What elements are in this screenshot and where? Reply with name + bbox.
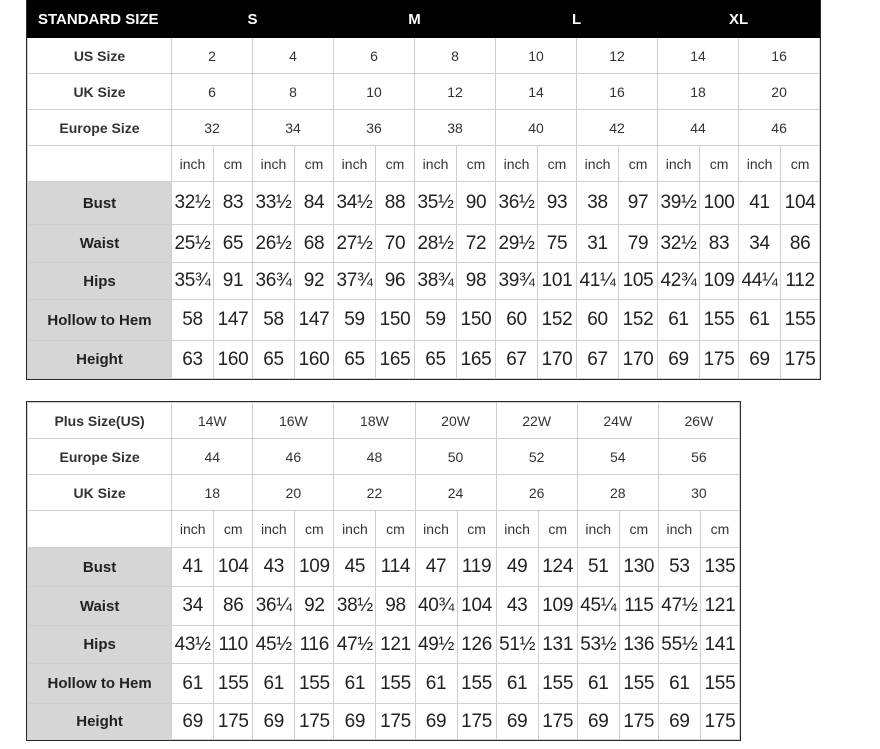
measurement-value: 61 bbox=[577, 664, 619, 704]
measurement-value: 150 bbox=[457, 300, 496, 341]
measurement-value: 34 bbox=[739, 225, 781, 263]
measurement-value: 33½ bbox=[253, 182, 295, 225]
measurement-value: 112 bbox=[781, 263, 820, 300]
measurement-row bbox=[28, 225, 820, 263]
measurement-value: 155 bbox=[214, 664, 253, 704]
measurement-value: 105 bbox=[619, 263, 658, 300]
table-title: STANDARD SIZE bbox=[28, 1, 172, 38]
size-value: 54 bbox=[577, 439, 658, 475]
unit-cm: cm bbox=[700, 146, 739, 182]
size-value: 8 bbox=[415, 38, 496, 74]
row-label: Europe Size bbox=[28, 439, 172, 475]
measurement-value: 147 bbox=[214, 300, 253, 341]
measurement-value: 109 bbox=[538, 587, 577, 626]
measurement-value: 72 bbox=[457, 225, 496, 263]
measurement-value: 65 bbox=[253, 341, 295, 379]
measurement-row bbox=[28, 300, 820, 341]
measurement-row bbox=[28, 263, 820, 300]
measurement-value: 41 bbox=[172, 548, 214, 587]
measurement-value: 101 bbox=[538, 263, 577, 300]
measurement-label: Waist bbox=[28, 225, 172, 263]
measurement-value: 175 bbox=[781, 341, 820, 379]
unit-inch: inch bbox=[496, 511, 538, 548]
measurement-value: 36¾ bbox=[253, 263, 295, 300]
measurement-row bbox=[28, 626, 740, 664]
measurement-label: Hips bbox=[28, 263, 172, 300]
size-row bbox=[28, 475, 740, 511]
measurement-value: 58 bbox=[172, 300, 214, 341]
size-row bbox=[28, 38, 820, 74]
size-row bbox=[28, 110, 820, 146]
measurement-value: 100 bbox=[700, 182, 739, 225]
unit-cm: cm bbox=[457, 146, 496, 182]
measurement-value: 126 bbox=[457, 626, 496, 664]
size-value: 10 bbox=[334, 74, 415, 110]
row-label: Europe Size bbox=[28, 110, 172, 146]
measurement-label: Hollow to Hem bbox=[28, 300, 172, 341]
size-row bbox=[28, 403, 740, 439]
measurement-value: 175 bbox=[295, 704, 334, 740]
size-value: 14W bbox=[172, 403, 253, 439]
measurement-value: 69 bbox=[658, 704, 700, 740]
standard-size-table bbox=[27, 0, 820, 379]
measurement-value: 98 bbox=[376, 587, 415, 626]
unit-row-blank bbox=[28, 511, 172, 548]
size-value: 48 bbox=[334, 439, 415, 475]
size-value: 50 bbox=[415, 439, 496, 475]
measurement-value: 65 bbox=[415, 341, 457, 379]
measurement-value: 51½ bbox=[496, 626, 538, 664]
measurement-value: 55½ bbox=[658, 626, 700, 664]
unit-cm: cm bbox=[376, 511, 415, 548]
size-value: 56 bbox=[658, 439, 739, 475]
measurement-value: 60 bbox=[577, 300, 619, 341]
row-label: UK Size bbox=[28, 74, 172, 110]
measurement-value: 79 bbox=[619, 225, 658, 263]
table-header-row bbox=[28, 1, 820, 38]
measurement-value: 59 bbox=[334, 300, 376, 341]
measurement-value: 84 bbox=[295, 182, 334, 225]
measurement-value: 150 bbox=[376, 300, 415, 341]
measurement-value: 165 bbox=[376, 341, 415, 379]
measurement-value: 86 bbox=[781, 225, 820, 263]
unit-inch: inch bbox=[334, 146, 376, 182]
measurement-value: 61 bbox=[496, 664, 538, 704]
measurement-value: 68 bbox=[295, 225, 334, 263]
measurement-value: 53½ bbox=[577, 626, 619, 664]
unit-row bbox=[28, 146, 820, 182]
measurement-value: 69 bbox=[415, 704, 457, 740]
unit-row bbox=[28, 511, 740, 548]
measurement-value: 69 bbox=[577, 704, 619, 740]
size-value: 16 bbox=[577, 74, 658, 110]
size-group-m: M bbox=[334, 1, 496, 38]
unit-inch: inch bbox=[415, 511, 457, 548]
measurement-value: 175 bbox=[700, 704, 739, 740]
measurement-value: 60 bbox=[496, 300, 538, 341]
size-value: 34 bbox=[253, 110, 334, 146]
measurement-value: 36½ bbox=[496, 182, 538, 225]
measurement-value: 155 bbox=[700, 300, 739, 341]
measurement-value: 28½ bbox=[415, 225, 457, 263]
measurement-value: 109 bbox=[295, 548, 334, 587]
unit-cm: cm bbox=[538, 511, 577, 548]
unit-inch: inch bbox=[658, 146, 700, 182]
measurement-value: 51 bbox=[577, 548, 619, 587]
measurement-value: 119 bbox=[457, 548, 496, 587]
size-value: 14 bbox=[658, 38, 739, 74]
measurement-value: 110 bbox=[214, 626, 253, 664]
unit-inch: inch bbox=[577, 511, 619, 548]
measurement-value: 61 bbox=[415, 664, 457, 704]
row-label: UK Size bbox=[28, 475, 172, 511]
measurement-value: 45½ bbox=[253, 626, 295, 664]
measurement-value: 67 bbox=[577, 341, 619, 379]
unit-inch: inch bbox=[496, 146, 538, 182]
measurement-value: 155 bbox=[538, 664, 577, 704]
measurement-value: 70 bbox=[376, 225, 415, 263]
measurement-value: 25½ bbox=[172, 225, 214, 263]
measurement-value: 160 bbox=[214, 341, 253, 379]
unit-cm: cm bbox=[457, 511, 496, 548]
measurement-value: 155 bbox=[781, 300, 820, 341]
size-row bbox=[28, 439, 740, 475]
measurement-value: 160 bbox=[295, 341, 334, 379]
measurement-value: 121 bbox=[376, 626, 415, 664]
size-value: 4 bbox=[253, 38, 334, 74]
unit-cm: cm bbox=[781, 146, 820, 182]
measurement-value: 65 bbox=[334, 341, 376, 379]
size-value: 22 bbox=[334, 475, 415, 511]
measurement-value: 104 bbox=[457, 587, 496, 626]
measurement-value: 121 bbox=[700, 587, 739, 626]
measurement-value: 115 bbox=[619, 587, 658, 626]
measurement-value: 38 bbox=[577, 182, 619, 225]
measurement-value: 58 bbox=[253, 300, 295, 341]
size-value: 40 bbox=[496, 110, 577, 146]
measurement-value: 40¾ bbox=[415, 587, 457, 626]
size-value: 18W bbox=[334, 403, 415, 439]
measurement-value: 135 bbox=[700, 548, 739, 587]
measurement-value: 175 bbox=[376, 704, 415, 740]
measurement-value: 32½ bbox=[658, 225, 700, 263]
measurement-row bbox=[28, 341, 820, 379]
measurement-value: 29½ bbox=[496, 225, 538, 263]
measurement-value: 155 bbox=[295, 664, 334, 704]
measurement-label: Bust bbox=[28, 548, 172, 587]
size-value: 2 bbox=[172, 38, 253, 74]
size-value: 52 bbox=[496, 439, 577, 475]
measurement-value: 31 bbox=[577, 225, 619, 263]
measurement-label: Waist bbox=[28, 587, 172, 626]
unit-cm: cm bbox=[295, 146, 334, 182]
measurement-value: 131 bbox=[538, 626, 577, 664]
measurement-value: 130 bbox=[619, 548, 658, 587]
size-value: 26 bbox=[496, 475, 577, 511]
measurement-value: 155 bbox=[619, 664, 658, 704]
measurement-label: Height bbox=[28, 341, 172, 379]
measurement-value: 91 bbox=[214, 263, 253, 300]
measurement-value: 152 bbox=[538, 300, 577, 341]
measurement-value: 42¾ bbox=[658, 263, 700, 300]
measurement-value: 39½ bbox=[658, 182, 700, 225]
measurement-value: 35½ bbox=[415, 182, 457, 225]
measurement-value: 47½ bbox=[334, 626, 376, 664]
measurement-value: 124 bbox=[538, 548, 577, 587]
measurement-value: 34 bbox=[172, 587, 214, 626]
measurement-value: 170 bbox=[538, 341, 577, 379]
measurement-value: 88 bbox=[376, 182, 415, 225]
measurement-value: 38½ bbox=[334, 587, 376, 626]
unit-inch: inch bbox=[739, 146, 781, 182]
measurement-value: 155 bbox=[457, 664, 496, 704]
size-value: 24 bbox=[415, 475, 496, 511]
measurement-value: 47 bbox=[415, 548, 457, 587]
measurement-value: 41 bbox=[739, 182, 781, 225]
unit-cm: cm bbox=[619, 146, 658, 182]
size-value: 8 bbox=[253, 74, 334, 110]
size-value: 30 bbox=[658, 475, 739, 511]
unit-cm: cm bbox=[538, 146, 577, 182]
measurement-value: 43 bbox=[253, 548, 295, 587]
unit-inch: inch bbox=[577, 146, 619, 182]
measurement-value: 35¾ bbox=[172, 263, 214, 300]
unit-inch: inch bbox=[172, 511, 214, 548]
size-value: 16 bbox=[739, 38, 820, 74]
measurement-value: 83 bbox=[700, 225, 739, 263]
measurement-value: 69 bbox=[172, 704, 214, 740]
size-value: 26W bbox=[658, 403, 739, 439]
measurement-value: 170 bbox=[619, 341, 658, 379]
unit-inch: inch bbox=[253, 511, 295, 548]
measurement-value: 41¼ bbox=[577, 263, 619, 300]
size-value: 6 bbox=[334, 38, 415, 74]
measurement-value: 155 bbox=[376, 664, 415, 704]
measurement-value: 69 bbox=[496, 704, 538, 740]
measurement-value: 65 bbox=[214, 225, 253, 263]
size-value: 18 bbox=[658, 74, 739, 110]
unit-inch: inch bbox=[658, 511, 700, 548]
size-value: 20W bbox=[415, 403, 496, 439]
measurement-value: 175 bbox=[619, 704, 658, 740]
size-group-l: L bbox=[496, 1, 658, 38]
unit-cm: cm bbox=[376, 146, 415, 182]
size-value: 20 bbox=[253, 475, 334, 511]
measurement-value: 44¼ bbox=[739, 263, 781, 300]
measurement-value: 61 bbox=[172, 664, 214, 704]
unit-cm: cm bbox=[214, 511, 253, 548]
measurement-label: Height bbox=[28, 704, 172, 740]
measurement-value: 37¾ bbox=[334, 263, 376, 300]
unit-inch: inch bbox=[253, 146, 295, 182]
measurement-label: Hips bbox=[28, 626, 172, 664]
measurement-value: 92 bbox=[295, 263, 334, 300]
measurement-value: 83 bbox=[214, 182, 253, 225]
measurement-row bbox=[28, 587, 740, 626]
measurement-value: 147 bbox=[295, 300, 334, 341]
measurement-value: 61 bbox=[334, 664, 376, 704]
measurement-value: 43½ bbox=[172, 626, 214, 664]
measurement-value: 43 bbox=[496, 587, 538, 626]
measurement-row bbox=[28, 704, 740, 740]
size-value: 18 bbox=[172, 475, 253, 511]
measurement-value: 49 bbox=[496, 548, 538, 587]
measurement-value: 114 bbox=[376, 548, 415, 587]
measurement-value: 26½ bbox=[253, 225, 295, 263]
size-value: 44 bbox=[658, 110, 739, 146]
measurement-value: 34½ bbox=[334, 182, 376, 225]
measurement-value: 104 bbox=[214, 548, 253, 587]
size-value: 12 bbox=[415, 74, 496, 110]
measurement-value: 63 bbox=[172, 341, 214, 379]
unit-inch: inch bbox=[334, 511, 376, 548]
measurement-value: 61 bbox=[658, 664, 700, 704]
unit-inch: inch bbox=[172, 146, 214, 182]
measurement-value: 61 bbox=[739, 300, 781, 341]
measurement-value: 155 bbox=[700, 664, 739, 704]
measurement-value: 86 bbox=[214, 587, 253, 626]
size-value: 38 bbox=[415, 110, 496, 146]
size-value: 46 bbox=[739, 110, 820, 146]
size-value: 14 bbox=[496, 74, 577, 110]
measurement-value: 47½ bbox=[658, 587, 700, 626]
measurement-value: 152 bbox=[619, 300, 658, 341]
measurement-value: 32½ bbox=[172, 182, 214, 225]
unit-cm: cm bbox=[619, 511, 658, 548]
measurement-value: 175 bbox=[538, 704, 577, 740]
measurement-value: 69 bbox=[739, 341, 781, 379]
size-value: 10 bbox=[496, 38, 577, 74]
measurement-row bbox=[28, 182, 820, 225]
size-value: 12 bbox=[577, 38, 658, 74]
measurement-value: 27½ bbox=[334, 225, 376, 263]
measurement-value: 49½ bbox=[415, 626, 457, 664]
measurement-value: 109 bbox=[700, 263, 739, 300]
size-value: 22W bbox=[496, 403, 577, 439]
measurement-value: 59 bbox=[415, 300, 457, 341]
measurement-value: 75 bbox=[538, 225, 577, 263]
size-value: 44 bbox=[172, 439, 253, 475]
measurement-value: 116 bbox=[295, 626, 334, 664]
measurement-value: 175 bbox=[214, 704, 253, 740]
measurement-value: 175 bbox=[457, 704, 496, 740]
measurement-value: 136 bbox=[619, 626, 658, 664]
size-value: 20 bbox=[739, 74, 820, 110]
size-value: 24W bbox=[577, 403, 658, 439]
measurement-value: 69 bbox=[658, 341, 700, 379]
size-value: 16W bbox=[253, 403, 334, 439]
size-group-s: S bbox=[172, 1, 334, 38]
unit-row-blank bbox=[28, 146, 172, 182]
measurement-value: 98 bbox=[457, 263, 496, 300]
size-group-xl: XL bbox=[658, 1, 820, 38]
measurement-value: 104 bbox=[781, 182, 820, 225]
size-value: 46 bbox=[253, 439, 334, 475]
unit-cm: cm bbox=[214, 146, 253, 182]
measurement-value: 45¼ bbox=[577, 587, 619, 626]
measurement-value: 53 bbox=[658, 548, 700, 587]
measurement-value: 92 bbox=[295, 587, 334, 626]
measurement-value: 93 bbox=[538, 182, 577, 225]
measurement-value: 38¾ bbox=[415, 263, 457, 300]
measurement-value: 69 bbox=[334, 704, 376, 740]
size-value: 28 bbox=[577, 475, 658, 511]
measurement-value: 45 bbox=[334, 548, 376, 587]
unit-cm: cm bbox=[700, 511, 739, 548]
measurement-value: 36¼ bbox=[253, 587, 295, 626]
unit-cm: cm bbox=[295, 511, 334, 548]
measurement-value: 90 bbox=[457, 182, 496, 225]
measurement-label: Hollow to Hem bbox=[28, 664, 172, 704]
size-value: 32 bbox=[172, 110, 253, 146]
measurement-value: 96 bbox=[376, 263, 415, 300]
measurement-row bbox=[28, 664, 740, 704]
measurement-label: Bust bbox=[28, 182, 172, 225]
size-value: 6 bbox=[172, 74, 253, 110]
measurement-value: 141 bbox=[700, 626, 739, 664]
measurement-row bbox=[28, 548, 740, 587]
size-row bbox=[28, 74, 820, 110]
measurement-value: 97 bbox=[619, 182, 658, 225]
measurement-value: 67 bbox=[496, 341, 538, 379]
measurement-value: 165 bbox=[457, 341, 496, 379]
unit-inch: inch bbox=[415, 146, 457, 182]
size-value: 42 bbox=[577, 110, 658, 146]
size-value: 36 bbox=[334, 110, 415, 146]
measurement-value: 175 bbox=[700, 341, 739, 379]
plus-size-table bbox=[27, 402, 740, 740]
row-label: Plus Size(US) bbox=[28, 403, 172, 439]
measurement-value: 39¾ bbox=[496, 263, 538, 300]
measurement-value: 61 bbox=[658, 300, 700, 341]
row-label: US Size bbox=[28, 38, 172, 74]
measurement-value: 69 bbox=[253, 704, 295, 740]
measurement-value: 61 bbox=[253, 664, 295, 704]
